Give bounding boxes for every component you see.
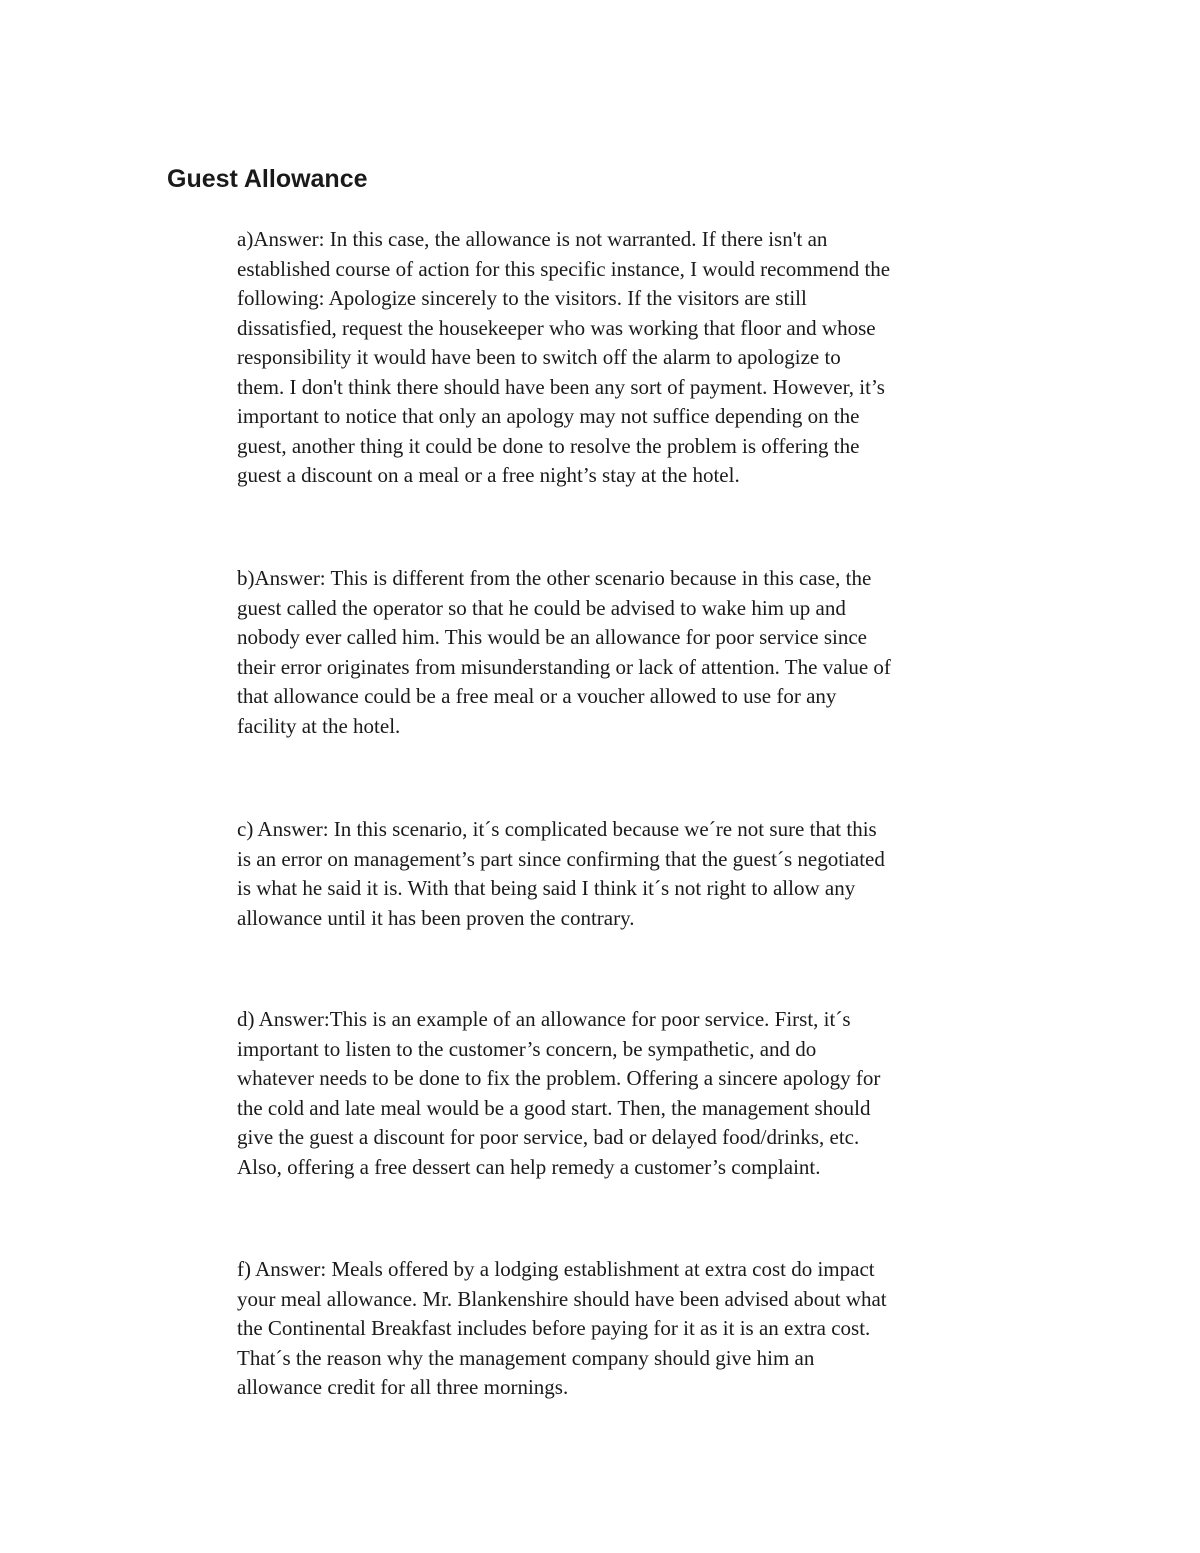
- answer-f-line: f) Answer: Meals offered by a lodging establishment at extra cost do impact: [237, 1257, 875, 1281]
- answer-a-line: established course of action for this specific instance, I would recommend the: [237, 256, 891, 281]
- answer-a-line: responsibility it would have been to switch off the alarm to apologize to: [237, 345, 841, 369]
- answer-f-line: That´s the reason why the management company should give him an: [237, 1345, 815, 1370]
- answer-c-paragraph: [237, 815, 1037, 933]
- answer-c-line: allowance until it has been proven the contrary.: [237, 905, 635, 930]
- answer-c-line: is what he said it is. With that being said I think it´s not right to allow any: [237, 876, 856, 900]
- answer-a-line: guest, another thing it could be done to resolve the problem is offering the: [237, 433, 860, 458]
- answer-b-line: facility at the hotel.: [237, 713, 401, 738]
- answer-d-line: Also, offering a free dessert can help remedy a customer’s complaint.: [237, 1154, 821, 1179]
- answer-d-line: d) Answer:This is an example of an allowance for poor service. First, it´s: [237, 1007, 851, 1031]
- answer-a-line: dissatisfied, request the housekeeper who was working that floor and whose: [237, 315, 876, 340]
- answer-c-line: is an error on management’s part since confirming that the guest´s negotiated: [237, 846, 885, 871]
- answer-c-line: c) Answer: In this scenario, it´s complicated because we´re not sure that this: [237, 817, 877, 841]
- answer-a-line: them. I don't think there should have been any sort of payment. However, it’s: [237, 374, 885, 399]
- answer-b-line: nobody ever called him. This would be an allowance for poor service since: [237, 625, 867, 649]
- answer-b-line: their error originates from misunderstanding or lack of attention. The value of: [237, 654, 891, 679]
- answer-f-paragraph: [237, 1255, 1037, 1403]
- page-title: Guest Allowance: [167, 165, 368, 193]
- answer-b-line: that allowance could be a free meal or a voucher allowed to use for any: [237, 684, 837, 708]
- answer-a-line: following: Apologize sincerely to the visitors. If the visitors are still: [237, 286, 807, 310]
- answer-d-line: important to listen to the customer’s concern, be sympathetic, and do: [237, 1036, 817, 1061]
- answer-a-line: a)Answer: In this case, the allowance is not warranted. If there isn't an: [237, 227, 828, 251]
- answer-a-paragraph: [237, 225, 1037, 491]
- answer-f-line: the Continental Breakfast includes before paying for it as it is an extra cost.: [237, 1316, 871, 1340]
- answer-a-line: guest a discount on a meal or a free night’s stay at the hotel.: [237, 463, 740, 487]
- answer-f-line: allowance credit for all three mornings.: [237, 1375, 569, 1399]
- answer-b-line: guest called the operator so that he could be advised to wake him up and: [237, 595, 846, 620]
- answer-d-line: whatever needs to be done to fix the problem. Offering a sincere apology for: [237, 1066, 881, 1090]
- answer-d-line: the cold and late meal would be a good start. Then, the management should: [237, 1095, 871, 1120]
- answer-f-line: your meal allowance. Mr. Blankenshire should have been advised about what: [237, 1286, 887, 1311]
- answer-b-line: b)Answer: This is different from the other scenario because in this case, the: [237, 566, 872, 590]
- answer-b-paragraph: [237, 564, 1037, 741]
- answer-d-line: give the guest a discount for poor service, bad or delayed food/drinks, etc.: [237, 1125, 860, 1149]
- answer-a-line: important to notice that only an apology may not suffice depending on the: [237, 404, 860, 428]
- answer-d-paragraph: [237, 1005, 1037, 1182]
